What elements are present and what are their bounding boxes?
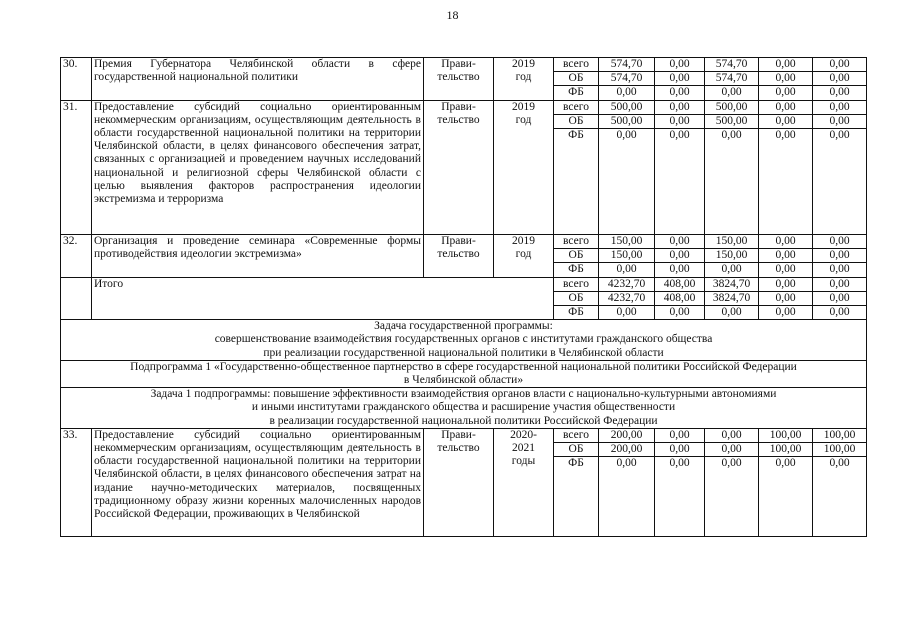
value-cell: 0,00 (655, 129, 705, 235)
page-number: 18 (446, 8, 459, 22)
program-measures-table (60, 57, 867, 537)
value-cell: 0,00 (655, 235, 705, 249)
value-cell: 0,00 (813, 129, 867, 235)
executor: Прави- тельство (424, 58, 494, 101)
value-cell: 0,00 (705, 129, 759, 235)
value-cell: 0,00 (599, 306, 655, 320)
value-cell: 0,00 (705, 86, 759, 100)
value-cell: 574,70 (599, 72, 655, 86)
value-cell: 0,00 (759, 291, 813, 305)
measure-name: Предоставление субсидий социально ориентированным некоммерческим организациям, осуществляющим деятельность в области государственной национальной политики на территории Челябинской области, в целях финансового обеспечения затрат на издание научно-методических материалов, посвященных традиционному образу жизни коренных малочисленных народов Российской Федерации, проживающих в Челябинской (92, 428, 424, 536)
finance-source: ОБ (554, 114, 599, 128)
section-row (61, 388, 867, 429)
value-cell: 0,00 (813, 235, 867, 249)
section-row (61, 360, 867, 387)
value-cell: 0,00 (705, 306, 759, 320)
value-cell: 0,00 (655, 100, 705, 114)
value-cell: 500,00 (705, 114, 759, 128)
value-cell: 100,00 (759, 443, 813, 457)
table-row (61, 277, 867, 291)
value-cell: 408,00 (655, 291, 705, 305)
value-cell: 150,00 (599, 249, 655, 263)
period: 2019 год (494, 100, 554, 234)
value-cell: 0,00 (759, 86, 813, 100)
period: 2020- 2021 годы (494, 428, 554, 536)
value-cell: 0,00 (759, 249, 813, 263)
finance-source: всего (554, 428, 599, 442)
row-number: 30. (61, 58, 92, 101)
value-cell: 4232,70 (599, 291, 655, 305)
measure-name: Предоставление субсидий социально ориентированным некоммерческим организациям, осуществляющим деятельность в области государственной национальной политики на территории Челябинской области, в целях финансового обеспечения затрат, связанных с организацией и проведением научных исследований национальной и религиозной сферы Челябинской области с целью выявления факторов распространения идеологии экстремизма и терроризма (92, 100, 424, 234)
measure-name: Организация и проведение семинара «Современные формы противодействия идеологии экстремизма» (92, 235, 424, 278)
value-cell: 574,70 (599, 58, 655, 72)
value-cell: 0,00 (813, 291, 867, 305)
value-cell: 0,00 (599, 129, 655, 235)
value-cell: 0,00 (655, 457, 705, 537)
value-cell: 0,00 (813, 263, 867, 277)
value-cell: 0,00 (655, 428, 705, 442)
value-cell: 500,00 (705, 100, 759, 114)
table-row (61, 100, 867, 114)
finance-source: ФБ (554, 306, 599, 320)
subprogram-heading: Подпрограмма 1 «Государственно-общественное партнерство в сфере государственной национальной политики Российской Федерации в Челябинской области» (61, 360, 867, 387)
value-cell: 0,00 (599, 86, 655, 100)
executor: Прави- тельство (424, 100, 494, 234)
value-cell: 0,00 (813, 100, 867, 114)
value-cell: 574,70 (705, 58, 759, 72)
value-cell: 200,00 (599, 443, 655, 457)
value-cell: 0,00 (759, 263, 813, 277)
row-number: 33. (61, 428, 92, 536)
value-cell: 0,00 (759, 277, 813, 291)
row-number (61, 277, 92, 320)
value-cell: 100,00 (813, 443, 867, 457)
period: 2019 год (494, 235, 554, 278)
row-number: 31. (61, 100, 92, 234)
section-row (61, 320, 867, 361)
value-cell: 0,00 (813, 114, 867, 128)
value-cell: 3824,70 (705, 277, 759, 291)
value-cell: 0,00 (813, 457, 867, 537)
value-cell: 0,00 (655, 114, 705, 128)
value-cell: 500,00 (599, 114, 655, 128)
value-cell: 100,00 (759, 428, 813, 442)
finance-source: ФБ (554, 263, 599, 277)
table-row (61, 235, 867, 249)
value-cell: 408,00 (655, 277, 705, 291)
finance-source: ФБ (554, 457, 599, 537)
executor: Прави- тельство (424, 428, 494, 536)
value-cell: 0,00 (655, 263, 705, 277)
measure-name: Премия Губернатора Челябинской области в сфере государственной национальной политики (92, 58, 424, 101)
value-cell: 0,00 (813, 72, 867, 86)
value-cell: 3824,70 (705, 291, 759, 305)
table-row (61, 428, 867, 442)
value-cell: 0,00 (813, 277, 867, 291)
value-cell: 0,00 (655, 306, 705, 320)
finance-source: всего (554, 58, 599, 72)
table-row (61, 58, 867, 72)
value-cell: 0,00 (813, 86, 867, 100)
value-cell: 0,00 (599, 263, 655, 277)
value-cell: 0,00 (655, 443, 705, 457)
executor: Прави- тельство (424, 235, 494, 278)
value-cell: 0,00 (655, 249, 705, 263)
value-cell: 0,00 (759, 114, 813, 128)
value-cell: 0,00 (759, 457, 813, 537)
total-label: Итого (92, 277, 554, 320)
value-cell: 0,00 (759, 306, 813, 320)
value-cell: 574,70 (705, 72, 759, 86)
value-cell: 0,00 (655, 58, 705, 72)
value-cell: 150,00 (705, 249, 759, 263)
value-cell: 150,00 (599, 235, 655, 249)
finance-source: ФБ (554, 86, 599, 100)
subprogram-task-heading: Задача 1 подпрограммы: повышение эффективности взаимодействия органов власти с национально-культурными автономиями и иными институтами гражданского общества и расширение участия общественности в реализации государственной национальной политики Российской Федерации (61, 388, 867, 429)
finance-source: ОБ (554, 291, 599, 305)
value-cell: 0,00 (759, 58, 813, 72)
value-cell: 0,00 (759, 235, 813, 249)
value-cell: 4232,70 (599, 277, 655, 291)
value-cell: 500,00 (599, 100, 655, 114)
value-cell: 100,00 (813, 428, 867, 442)
value-cell: 150,00 (705, 235, 759, 249)
value-cell: 0,00 (705, 263, 759, 277)
value-cell: 0,00 (813, 249, 867, 263)
program-task-heading: Задача государственной программы: совершенствование взаимодействия государственных органов с институтами гражданского общества при реализации государственной национальной политики в Челябинской области (61, 320, 867, 361)
finance-source: всего (554, 100, 599, 114)
value-cell: 0,00 (655, 86, 705, 100)
finance-source: всего (554, 277, 599, 291)
value-cell: 200,00 (599, 428, 655, 442)
value-cell: 0,00 (655, 72, 705, 86)
period: 2019 год (494, 58, 554, 101)
value-cell: 0,00 (759, 100, 813, 114)
row-number: 32. (61, 235, 92, 278)
value-cell: 0,00 (599, 457, 655, 537)
value-cell: 0,00 (759, 72, 813, 86)
value-cell: 0,00 (705, 457, 759, 537)
value-cell: 0,00 (705, 428, 759, 442)
value-cell: 0,00 (705, 443, 759, 457)
finance-source: ФБ (554, 129, 599, 235)
value-cell: 0,00 (813, 58, 867, 72)
finance-source: ОБ (554, 72, 599, 86)
value-cell: 0,00 (759, 129, 813, 235)
finance-source: ОБ (554, 443, 599, 457)
finance-source: всего (554, 235, 599, 249)
finance-source: ОБ (554, 249, 599, 263)
value-cell: 0,00 (813, 306, 867, 320)
